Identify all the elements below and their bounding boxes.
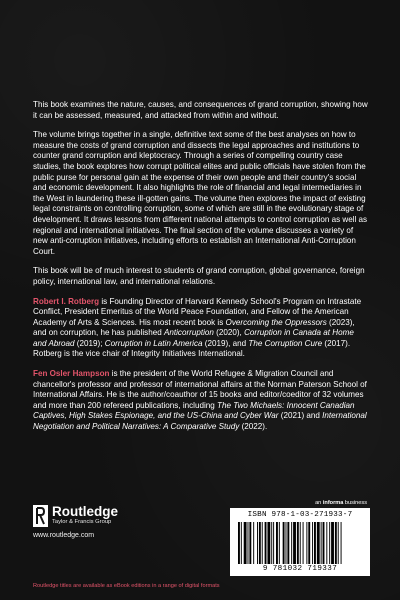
book-title: Overcoming the Oppressors: [225, 317, 327, 327]
bio-text: (2019), and: [202, 338, 249, 348]
informa-brand: informa: [322, 500, 344, 506]
barcode-bar: [321, 522, 322, 564]
publisher-logo: [33, 505, 163, 527]
barcode-bar: [291, 522, 292, 564]
author-name: Fen Osler Hampson: [33, 369, 110, 379]
book-title: Corruption in Latin America: [104, 338, 203, 348]
barcode-bar: [314, 522, 316, 564]
informa-prefix: an: [315, 500, 323, 506]
barcode-bar: [257, 522, 258, 564]
book-title: Anticorruption: [163, 328, 214, 338]
barcode-bar: [253, 522, 254, 564]
barcode-bar: [335, 522, 337, 564]
bio-text: (2020),: [213, 328, 245, 338]
bio-text: (2023), and on corruption, he has published: [33, 317, 355, 338]
barcode-bar: [241, 522, 242, 564]
barcode-bar: [306, 522, 307, 564]
barcode-bar: [276, 522, 278, 564]
publisher-name: Routledge: [52, 504, 118, 519]
ebook-note: Routledge titles are available as eBook editions in a range of digital formats: [33, 583, 220, 589]
bio-text: (2021) and: [278, 411, 323, 421]
barcode-bar: [293, 522, 296, 564]
author-bio-hampson: [33, 369, 369, 433]
barcode-bar: [238, 522, 240, 564]
description-paragraph-1: This book examines the nature, causes, and consequences of grand corruption, showing how it can be assessed, measured, and attacked from within and without.: [33, 100, 368, 120]
author-name: Robert I. Rotberg: [33, 296, 100, 306]
bio-text: (2019);: [74, 338, 105, 348]
informa-suffix: business: [343, 500, 367, 506]
bio-text: (2017). Rotberg is the vice chair of Integrity Initiatives International.: [33, 338, 351, 359]
barcode-bar: [297, 522, 299, 564]
bio-text: is the president of the World Refugee & Migration Council and chancellor's professor and professor of international affairs at the Norman Paterson School of International Affairs. He is the author/coauthor of 15 books and editor/coeditor of 32 volumes and more than 200 refereed publications, including: [33, 369, 367, 410]
barcode-bar: [273, 522, 274, 564]
barcode-bar: [323, 522, 325, 564]
barcode-bar: [287, 522, 289, 564]
bio-text: (2022).: [239, 422, 268, 432]
publisher-group: Taylor & Francis Group: [52, 519, 112, 525]
author-bio-rotberg: [33, 297, 369, 361]
barcode-bar: [329, 522, 330, 564]
barcode-bar: [326, 522, 327, 564]
publisher-brand: [33, 505, 163, 539]
isbn-label: ISBN 978-1-03-271933-7: [247, 511, 353, 519]
description-paragraph-3: This book will be of much interest to students of grand corruption, global governance, foreign policy, international law, and international relations.: [33, 266, 365, 286]
barcode-bar: [300, 522, 301, 564]
description-paragraph-2: The volume brings together in a single, definitive text some of the best analyses on how to measure the costs of grand corruption and dissects the legal approaches and institutions to counter grand corruption and kleptocracy. Through a series of compelling country case studies, the book explores how corrupt political elites and public officials have stolen from the public purse for personal gain at the expense of their own people and their country's social and economic development. It also highlights the role of financial and legal intermediaries in the West in laundering these ill-gotten gains. The volume then explores the impact of existing legal constraints on controlling corruption, some of which are still in the evolutionary stage of development. It draws lessons from different national attempts to control corruption as well as regional and international initiatives. The final section of the volume discusses a variety of new anti-corruption initiatives, including efforts to establish an International Anti-Corruption Court.: [33, 130, 368, 256]
barcode-bar: [286, 522, 287, 564]
barcode-bar: [267, 522, 270, 564]
bio-text: is Founding Director of Harvard Kennedy School's Program on Intrastate Conflict, President Emeritus of the World Peace Foundation, and Fellow of the American Academy of Arts & Sciences. His most recent book is: [33, 296, 362, 327]
barcode-bar: [341, 522, 342, 564]
isbn-barcode: [230, 508, 370, 576]
barcode-bar: [279, 522, 280, 564]
barcode-bar: [283, 522, 285, 564]
back-cover-text: [33, 100, 369, 442]
routledge-logo-icon: [33, 505, 48, 527]
barcode-bar: [249, 522, 251, 564]
barcode-bars: [238, 522, 362, 564]
ean-number: 9 781032 719337: [262, 565, 338, 573]
barcode-bar: [265, 522, 267, 564]
publisher-website[interactable]: www.routledge.com: [33, 532, 95, 539]
book-title: The Corruption Cure: [248, 338, 323, 348]
barcode-bar: [338, 522, 339, 564]
barcode-bar: [331, 522, 334, 564]
barcode-bar: [262, 522, 263, 564]
informa-business-tag: [315, 500, 367, 506]
barcode-bar: [303, 522, 304, 564]
book-title: International Negotiation and Political Narratives: A Comparative Study: [33, 411, 367, 432]
barcode-bar: [312, 522, 313, 564]
barcode-bar: [244, 522, 247, 564]
barcode-bar: [308, 522, 310, 564]
book-title: Corruption in Canada at Home and Abroad: [33, 328, 354, 348]
book-title: The Two Michaels: Innocent Canadian Captives, High Stakes Espionage, and the US-China and Cyber War: [33, 400, 355, 421]
barcode-bar: [259, 522, 261, 564]
barcode-bar: [271, 522, 272, 564]
barcode-bar: [248, 522, 249, 564]
barcode-bar: [317, 522, 320, 564]
